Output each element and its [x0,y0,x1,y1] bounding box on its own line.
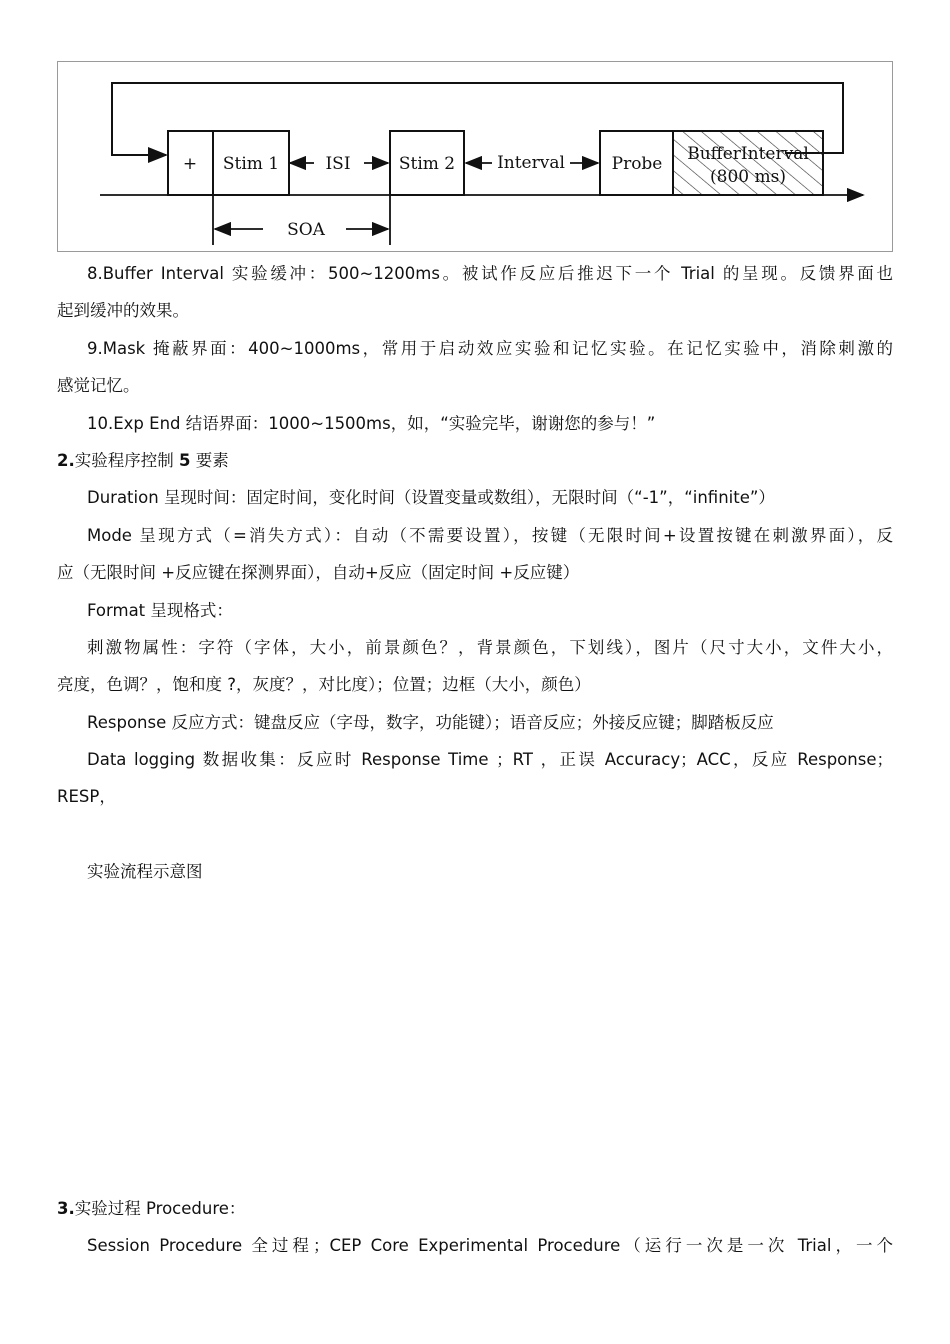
mode-line-1: Mode 呈现方式（=消失方式）：自动（不需要设置），按键（无限时间+设置按键在刺激界面），反 [87,526,893,545]
heading-2-tail: 要素 [195,451,229,470]
data-logging-line-2: RESP， [57,787,116,806]
response-line: Response 反应方式：键盘反应（字母，数字，功能键）；语音反应；外接反应键；脚踏板反应 [87,713,774,732]
format-line: Format 呈现格式： [87,601,233,620]
section-heading-2 [57,450,893,472]
trial-timeline-figure [57,61,893,252]
timeline-diagram [58,62,894,253]
fixation-label: + [182,154,198,174]
soa-label: SOA [287,220,325,240]
buffer-label-line2: (800 ms) [710,167,786,187]
heading-2-text: 实验程序控制 [74,451,174,470]
mode-line-2: 应（无限时间 +反应键在探测界面），自动+反应（固定时间 +反应键） [57,563,580,582]
heading-3-text: 实验过程 Procedure： [74,1199,246,1218]
duration-line: Duration 呈现时间：固定时间，变化时间（设置变量或数组），无限时间（“-1”，“infinite”） [87,488,775,507]
heading-3-number: 3. [57,1199,75,1218]
probe-label: Probe [611,154,663,174]
stimulus-attributes-line-2: 亮度，色调？，饱和度 ?，灰度？，对比度）；位置；边框（大小，颜色） [57,675,591,694]
para-8-line-1: 8.Buffer Interval 实验缓冲：500~1200ms。被试作反应后推迟下一个 Trial 的呈现。反馈界面也 [87,264,893,283]
heading-2-number: 2. [57,451,75,470]
section-heading-3 [57,1198,893,1220]
para-9-line-2: 感觉记忆。 [57,376,140,395]
data-logging-line-1: Data logging 数据收集：反应时 Response Time ；RT ，正误 Accuracy；ACC，反应 Response； [87,750,893,769]
isi-label: ISI [325,154,351,174]
para-10: 10.Exp End 结语界面：1000~1500ms，如，“实验完毕，谢谢您的参与！” [87,414,656,433]
buffer-label-line1: BufferInterval [687,144,809,164]
session-procedure-line: Session Procedure 全过程；CEP Core Experimental Procedure（运行一次是一次 Trial，一个 [87,1236,893,1255]
flowchart-caption: 实验流程示意图 [87,862,203,881]
stim1-label: Stim 1 [222,154,280,174]
stim2-label: Stim 2 [398,154,456,174]
interval-label: Interval [497,153,565,173]
heading-2-five: 5 [179,451,191,470]
stimulus-attributes-line-1: 刺激物属性：字符（字体，大小，前景颜色？，背景颜色，下划线），图片（尺寸大小，文件大小， [87,638,893,657]
para-8-line-2: 起到缓冲的效果。 [57,301,189,320]
para-9-line-1: 9.Mask 掩蔽界面：400~1000ms，常用于启动效应实验和记忆实验。在记忆实验中，消除刺激的 [87,339,893,358]
